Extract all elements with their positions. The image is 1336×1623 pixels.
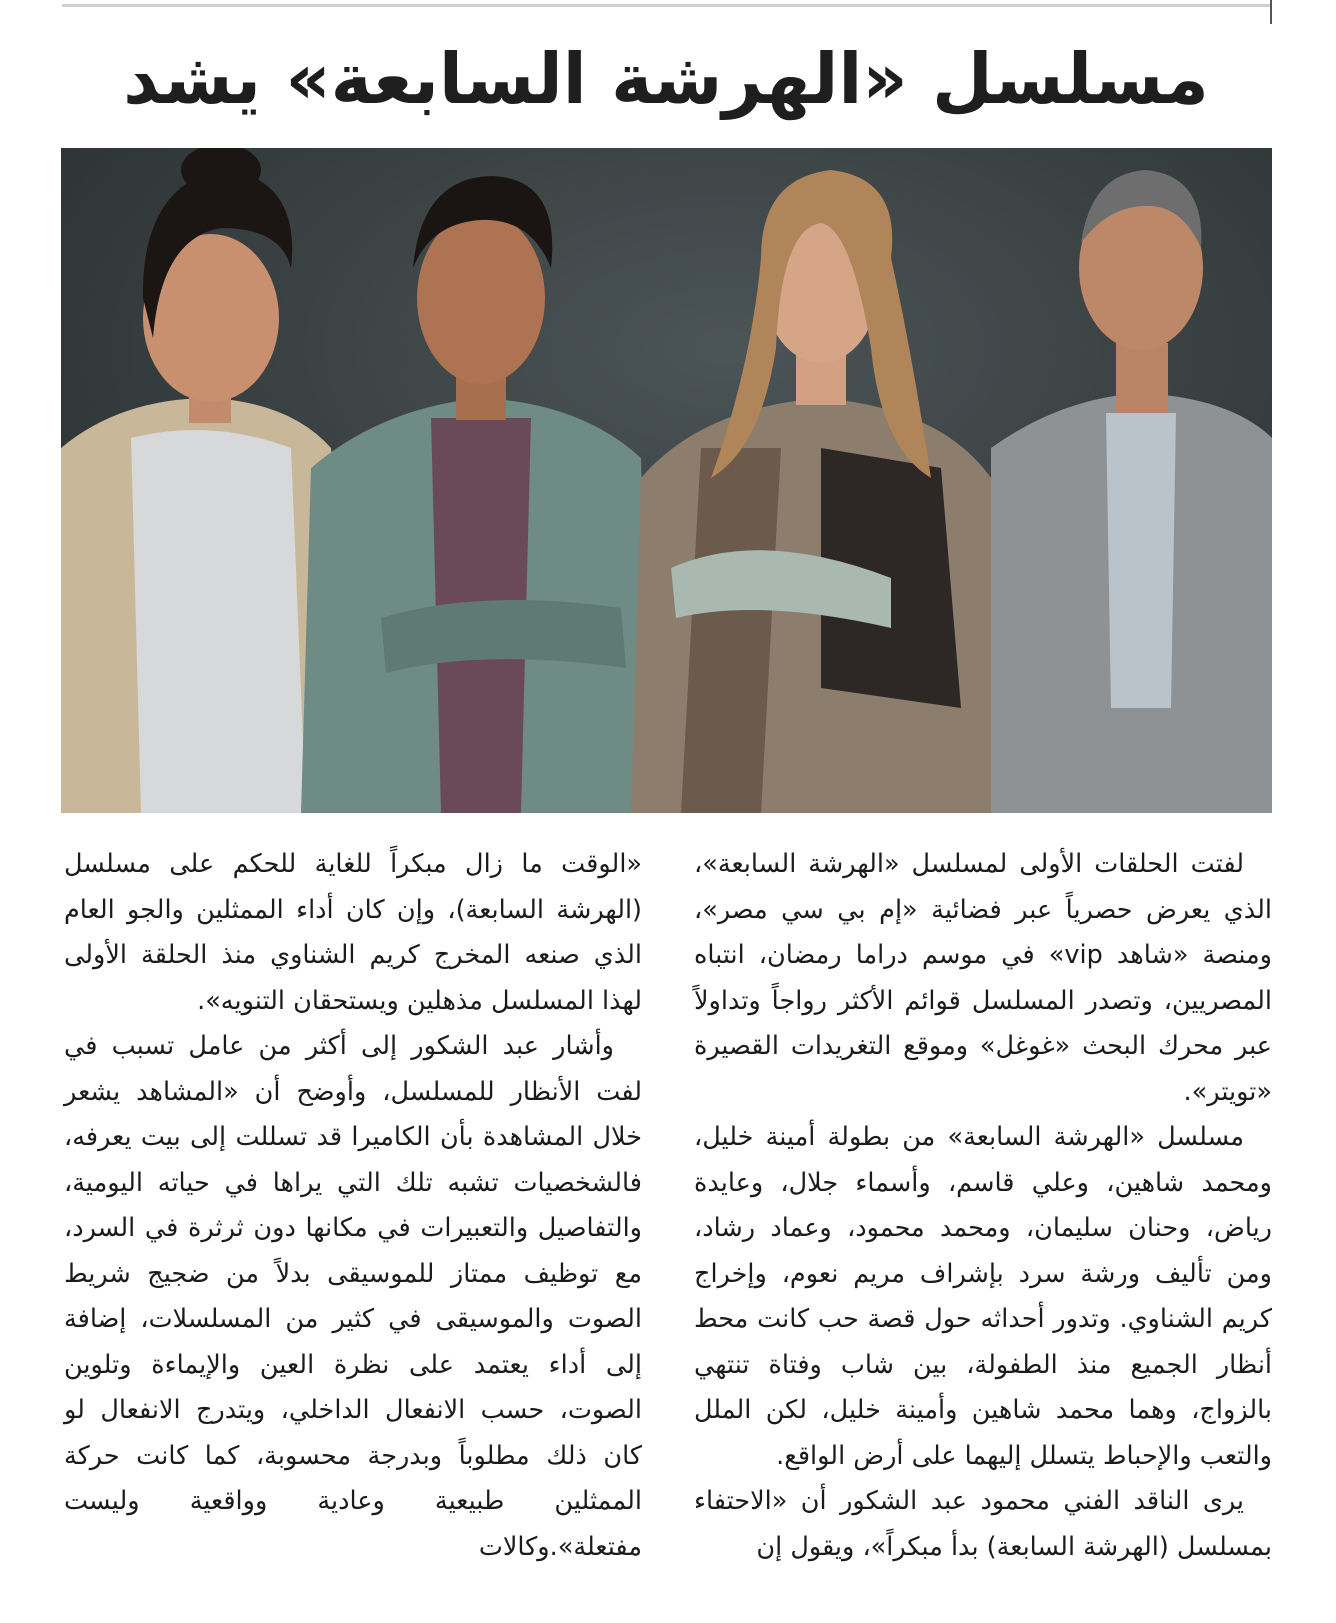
paragraph: وأشار عبد الشكور إلى أكثر من عامل تسبب في لفت الأنظار للمسلسل، وأوضح أن «المشاهد يشعر خلال المشاهدة بأن الكاميرا قد تسللت إلى بيت يعرفه، فالشخصيات تشبه تلك التي يراها في حياته اليومية، والتفاصيل والتعبيرات في مكانها دون ثرثرة في السرد، مع توظيف ممتاز للموسيقى بدلاً من ضجيج شريط الصوت والموسيقى في كثير من المسلسلات، إضافة إلى أداء يعتمد على نظرة العين والإيماءة وتلوين الصوت، حسب الانفعال الداخلي، ويتدرج الانفعال لو كان ذلك مطلوباً وبدرجة محسوبة، كما كانت حركة الممثلين طبيعية وعادية وواقعية وليست مفتعلة».وكالات: [64, 1031, 642, 1562]
paragraph: «الوقت ما زال مبكراً للغاية للحكم على مسلسل (الهرشة السابعة)، وإن كان أداء الممثلين والجو العام الذي صنعه المخرج كريم الشناوي منذ الحلقة الأولى لهذا المسلسل مذهلين ويستحقان التنويه».: [64, 849, 642, 1016]
article-column-left: [64, 842, 642, 1570]
article-column-right: [694, 842, 1272, 1570]
paragraph: يرى الناقد الفني محمود عبد الشكور أن «الاحتفاء بمسلسل (الهرشة السابعة) بدأ مبكراً»، ويقول إن: [694, 1486, 1272, 1562]
paragraph: مسلسل «الهرشة السابعة» من بطولة أمينة خليل، ومحمد شاهين، وعلي قاسم، وأسماء جلال، وعايدة رياض، وحنان سليمان، ومحمد محمود، وعماد رشاد، ومن تأليف ورشة سرد بإشراف مريم نعوم، وإخراج كريم الشناوي. وتدور أحداثه حول قصة حب كانت محط أنظار الجميع منذ الطفولة، بين شاب وفتاة تنتهي بالزواج، وهما محمد شاهين وأمينة خليل، لكن الملل والتعب والإحباط يتسلل إليهما على أرض الواقع.: [694, 1122, 1272, 1471]
cast-photo-icon: [61, 148, 1272, 813]
cast-photo: [61, 148, 1272, 813]
top-rule: [62, 4, 1272, 7]
paragraph: لفتت الحلقات الأولى لمسلسل «الهرشة السابعة»، الذي يعرض حصرياً عبر فضائية «إم بي سي مصر»، ومنصة «شاهد vip» في موسم دراما رمضان، انتباه المصريين، وتصدر المسلسل قوائم الأكثر رواجاً وتداولاً عبر محرك البحث «غوغل» وموقع التغريدات القصيرة «تويتر».: [694, 849, 1272, 1107]
top-tick: [1270, 0, 1272, 24]
headline: مسلسل «الهرشة السابعة» يشد: [123, 38, 1209, 120]
